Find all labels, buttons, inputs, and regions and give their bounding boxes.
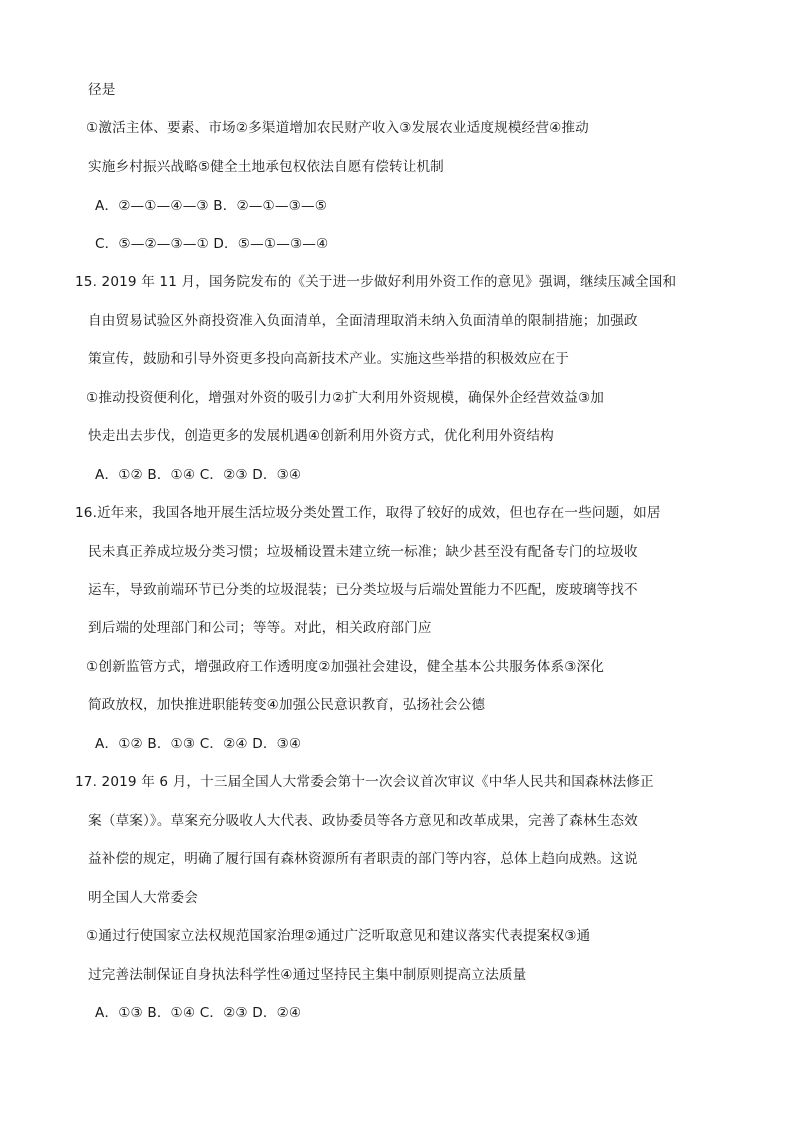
q16-options: A．①② B．①③ C．②④ D．③④ <box>95 736 302 752</box>
q14-options-line-1: A．②—①—④—③ B．②—①—③—⑤ <box>95 198 328 214</box>
q16-items-line-1: ①创新监管方式，增强政府工作透明度②加强社会建设，健全基本公共服务体系③深化 <box>86 659 605 675</box>
q16-stem-line-1: 16.近年来，我国各地开展生活垃圾分类处置工作，取得了较好的成效，但也存在一些问题，如居 <box>75 505 661 521</box>
q16-stem-line-3: 运车，导致前端环节已分类的垃圾混装；已分类垃圾与后端处置能力不匹配，废玻璃等找不 <box>88 582 638 598</box>
q15-options: A．①② B．①④ C．②③ D．③④ <box>95 467 302 483</box>
q17-items-line-1: ①通过行使国家立法权规范国家治理②通过广泛听取意见和建议落实代表提案权③通 <box>86 928 591 944</box>
q14-items-line-1: ①激活主体、要素、市场②多渠道增加农民财产收入③发展农业适度规模经营④推动 <box>86 120 589 136</box>
q17-stem-line-4: 明全国人大常委会 <box>88 890 198 906</box>
q15-items-line-2: 快走出去步伐，创造更多的发展机遇④创新利用外资方式，优化利用外资结构 <box>88 428 554 444</box>
q16-stem-line-2: 民未真正养成垃圾分类习惯；垃圾桶设置未建立统一标准；缺少甚至没有配备专门的垃圾收 <box>88 544 638 560</box>
q14-stem-tail: 径是 <box>88 82 116 98</box>
q15-stem-line-3: 策宣传，鼓励和引导外资更多投向高新技术产业。实施这些举措的积极效应在于 <box>88 351 570 367</box>
q16-items-line-2: 简政放权，加快推进职能转变④加强公民意识教育，弘扬社会公德 <box>88 697 486 713</box>
q17-stem-line-2: 案（草案）》。草案充分吸收人大代表、政协委员等各方意见和改革成果，完善了森林生态效 <box>88 813 638 829</box>
q14-items-line-2: 实施乡村振兴战略⑤健全土地承包权依法自愿有偿转让机制 <box>88 159 444 175</box>
q15-stem-line-2: 自由贸易试验区外商投资准入负面清单，全面清理取消未纳入负面清单的限制措施；加强政 <box>88 313 638 329</box>
q17-stem-line-3: 益补偿的规定，明确了履行国有森林资源所有者职责的部门等内容，总体上趋向成熟。这说 <box>88 851 638 867</box>
q17-stem-line-1: 17. 2019 年 6 月，十三届全国人大常委会第十一次会议首次审议《中华人民共和国森林法修正 <box>75 774 654 790</box>
q15-items-line-1: ①推动投资便利化，增强对外资的吸引力②扩大利用外资规模，确保外企经营效益③加 <box>86 390 605 406</box>
q15-stem-line-1: 15. 2019 年 11 月，国务院发布的《关于进一步做好利用外资工作的意见》强调，继续压减全国和 <box>75 274 677 290</box>
q14-options-line-2: C．⑤—②—③—① D．⑤—①—③—④ <box>95 236 329 252</box>
q16-stem-line-4: 到后端的处理部门和公司；等等。对此，相关政府部门应 <box>88 620 432 636</box>
q17-options: A．①③ B．①④ C．②③ D．②④ <box>95 1005 302 1021</box>
q17-items-line-2: 过完善法制保证自身执法科学性④通过坚持民主集中制原则提高立法质量 <box>88 967 527 983</box>
